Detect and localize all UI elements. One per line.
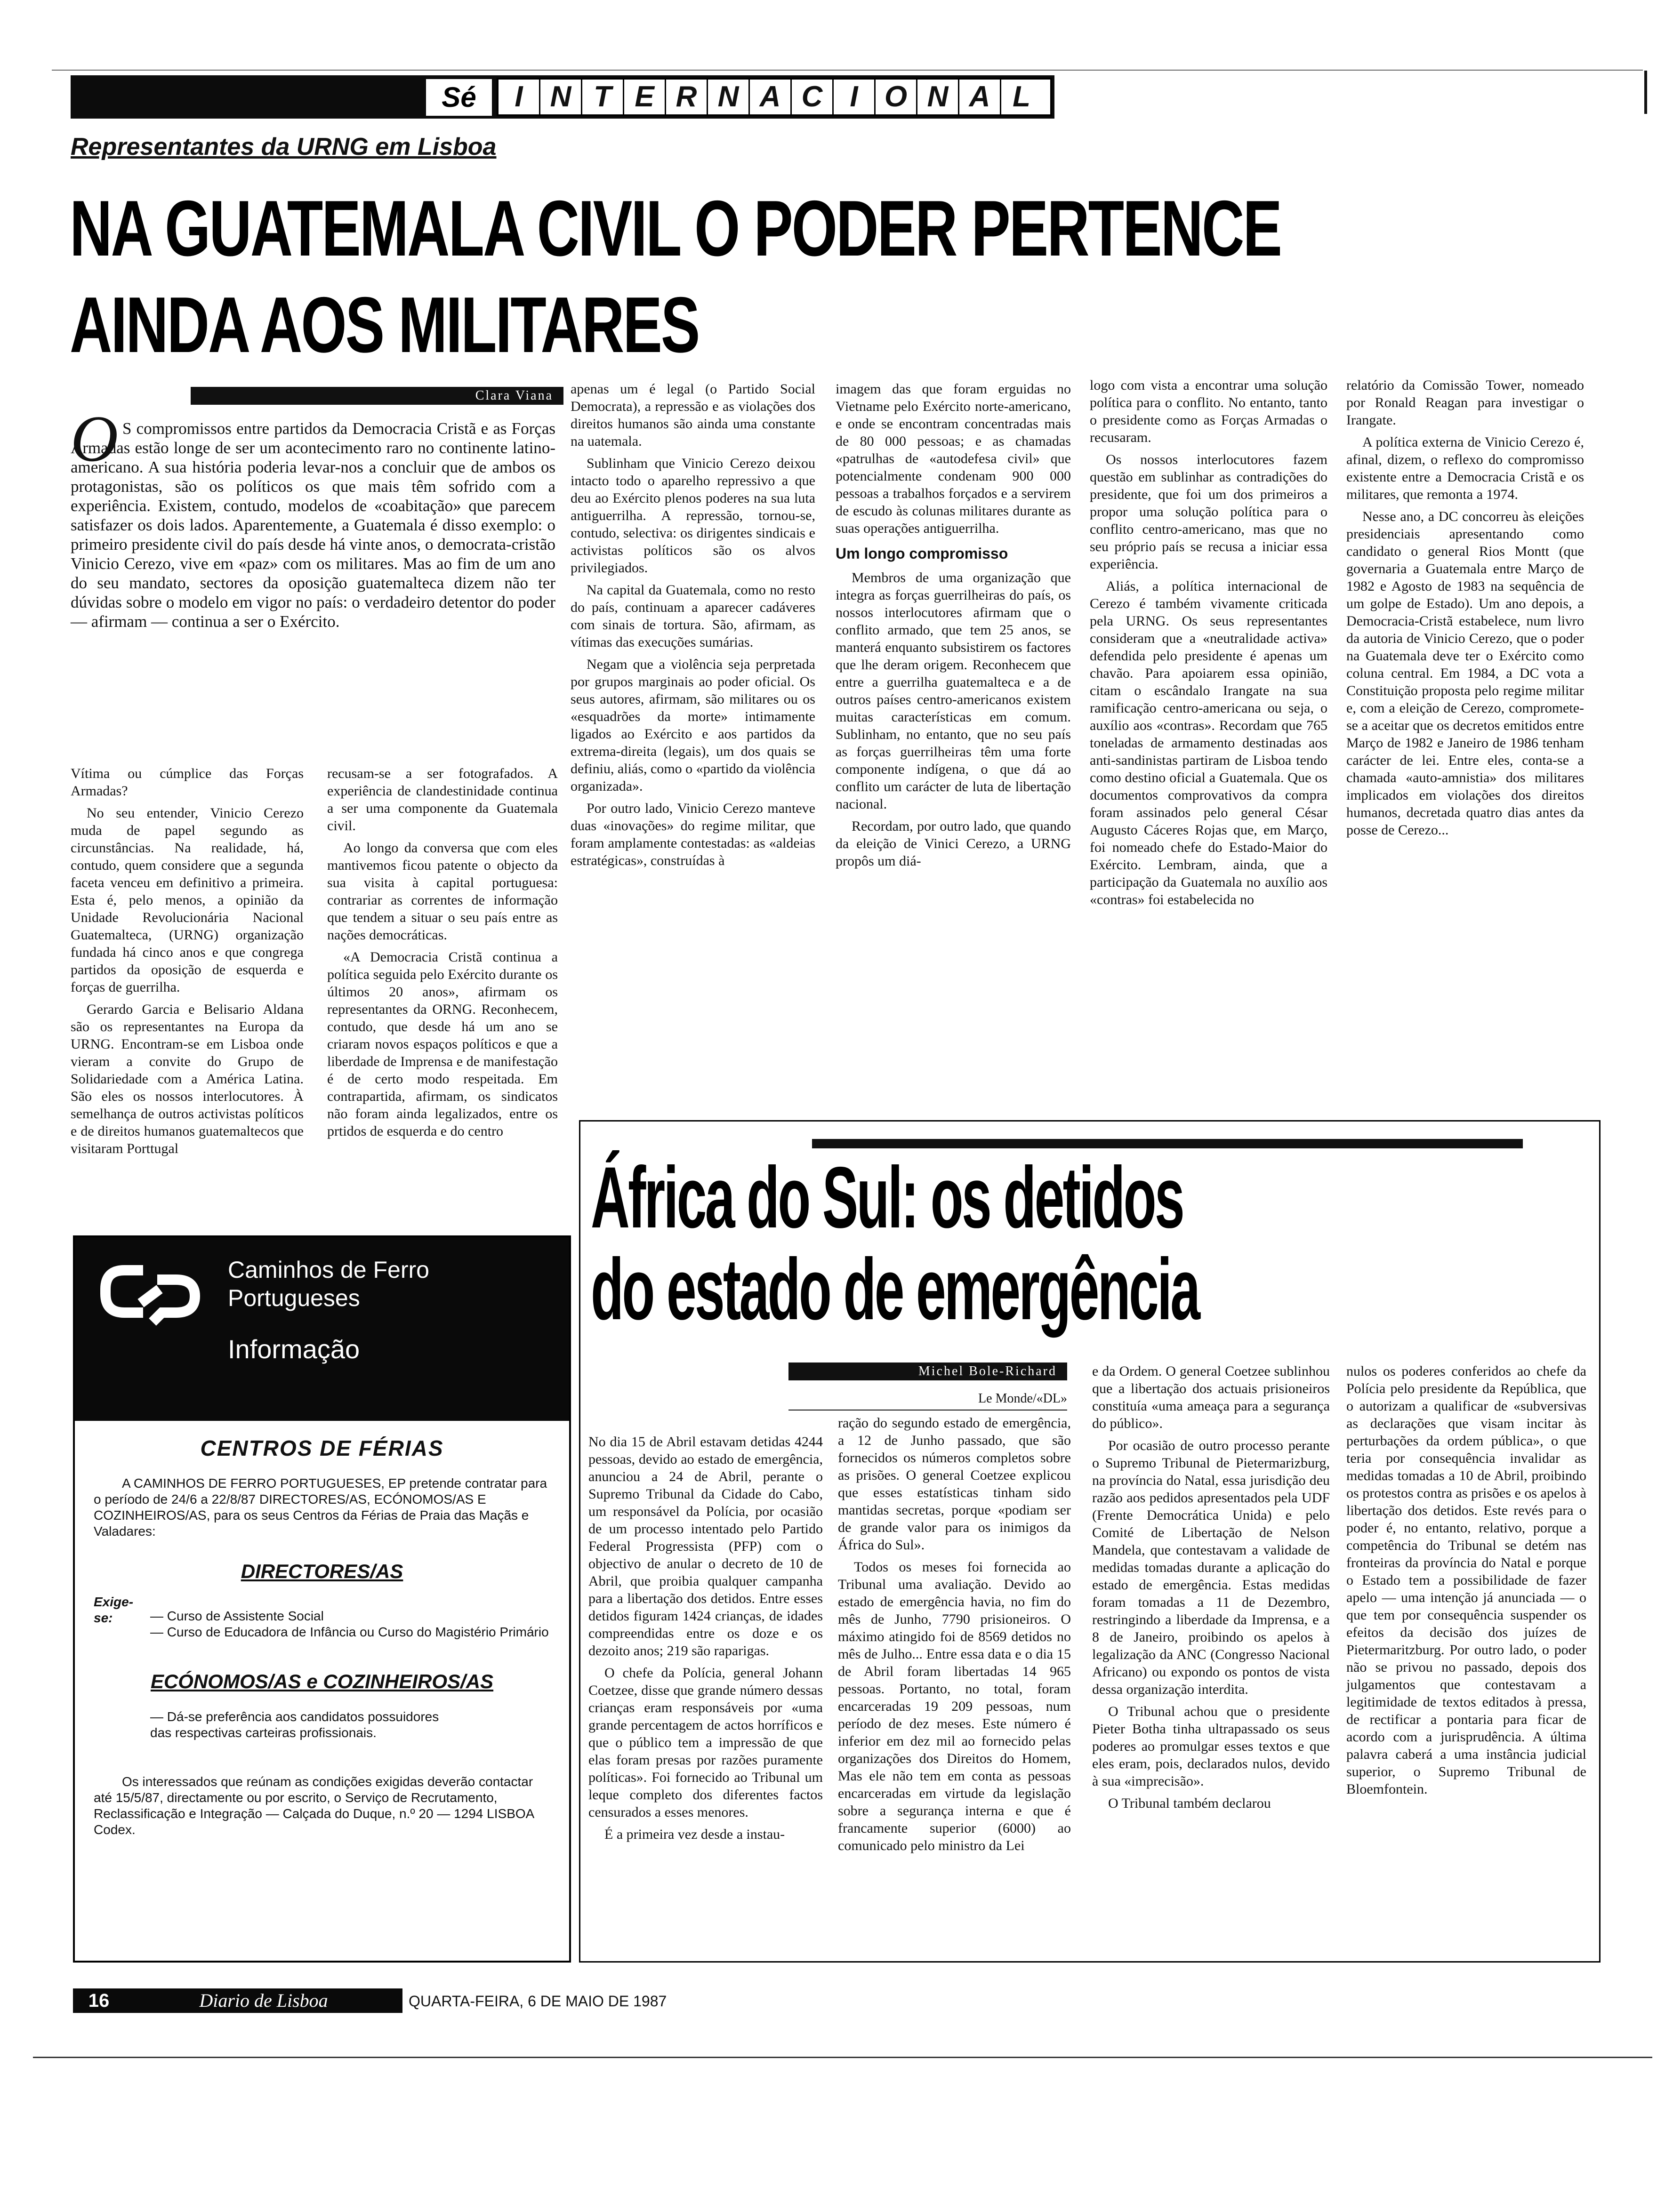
article2-headline-line1: África do Sul: os detidos	[591, 1149, 1183, 1246]
section-letter: O	[876, 80, 917, 114]
ad-header	[75, 1237, 569, 1421]
paragraph: logo com vista a encontrar uma solução política para o conflito. No entanto, tanto o presidente como as Forças Armadas o recusaram.	[1090, 377, 1327, 445]
paragraph: Na capital da Guatemala, como no resto do país, continuam a aparecer cadáveres com sinais de tortura. São, afirmam, as vítimas das execuções sumárias.	[571, 582, 815, 650]
ad-subheading-directores: DIRECTORES/AS	[241, 1560, 403, 1582]
bottom-rule	[33, 2057, 1652, 2058]
article2-column-2	[838, 1414, 1071, 1859]
paragraph: Por outro lado, Vinicio Cerezo manteve duas «inovações» do regime militar, que foram amplamente contestadas: as «aldeias estratégicas», construídas à	[571, 801, 815, 868]
ad-subheading-economos: ECÓNOMOS/AS e COZINHEIROS/AS	[150, 1670, 494, 1692]
ad-closing: Os interessados que reúnam as condições exigidas deverão contactar até 15/5/87, directamente ou por escrito, o Serviço de Recrutamento, Reclassificação e Integração — Calçada do Duque, n.º 20 — 1294 LISBOA Codex.	[94, 1774, 534, 1837]
paragraph: Gerardo Garcia e Belisario Aldana são os representantes na Europa da URNG. Encontram-se em Lisboa onde vieram a convite do Grupo de Solidariedade com a América Latina. São eles os nossos interlocutores. À semelhança de outros activistas políticos e de direitos humanos guatemaltecos que visitaram Porttugal	[71, 1002, 304, 1156]
ad-company-line2: Portugueses	[228, 1285, 360, 1311]
article2-byline: Michel Bole-Richard	[788, 1362, 1067, 1380]
article-headline-line1: NA GUATEMALA CIVIL O PODER PERTENCE	[70, 184, 1281, 272]
article1-column-6	[1346, 377, 1584, 843]
article1-column-3	[571, 380, 815, 874]
paragraph: Nesse ano, a DC concorreu às eleições presidenciais apresentando como candidato o general Rios Montt (que governaria a Guatemala entre Março de 1982 e Agosto de 1983 na sequência de um golpe de Estado). Um ano depois, a Democracia-Cristã estabelece, num livro da autoria de Vinicio Cerezo, que o poder na Guatemala deve ter o Exército como coluna central. Em 1984, a DC vota a Constituição proposta pelo regime militar e, com a eleição de Cerezo, compromete-se a aceitar que os decretos emitidos entre Março de 1982 e Janeiro de 1986 tenham carácter de lei. Entre eles, conta-se a chamada «auto-amnistia» dos militares implicados em violações dos direitos humanos, decretada quatro dias antes da posse de Cerezo...	[1346, 509, 1584, 838]
paragraph: Membros de uma organização que integra as forças guerrilheiras do país, os nossos interlocutores afirmam que o conflito armado, que tem 25 anos, se manterá enquanto subsistirem os factores que lhe deram origem. Reconhecem que entre a guerrilha guatemalteca e a de outros países centro-americanos existem muitas características em comum. Sublinham, no entanto, que no seu país as forças guerrilheiras têm uma forte componente indígena, o que dá ao conflito um carácter de luta de libertação nacional.	[836, 570, 1071, 812]
paragraph: Vítima ou cúmplice das Forças Armadas?	[71, 766, 304, 799]
ad-requires-label: Exige-se:	[94, 1595, 134, 1625]
ad-intro: A CAMINHOS DE FERRO PORTUGUESES, EP pretende contratar para o período de 24/6 a 22/8/87 DIRECTORES/AS, ECÓNOMOS/AS E COZINHEIROS/AS, para os seus Centros da Férias de Praia das Maçãs e Valadares:	[94, 1476, 547, 1539]
section-letter: E	[624, 80, 666, 114]
article2-top-bar	[812, 1139, 1523, 1148]
paragraph: relatório da Comissão Tower, nomeado por Ronald Reagan para investigar o Irangate.	[1346, 377, 1584, 428]
paragraph: O Tribunal achou que o presidente Pieter Botha tinha ultrapassado os seus poderes ao promulgar esses textos e que eles eram, pois, declarados nulos, devido à sua «imprecisão».	[1092, 1704, 1330, 1789]
section-letter: A	[750, 80, 792, 114]
paragraph: No seu entender, Vinicio Cerezo muda de papel segundo as circunstâncias. Na realidade, há, contudo, quem considere que a segunda faceta venceu em definitivo a primeira. Esta é, pelo menos, a opinião da Unidade Revolucionária Nacional Guatemalteca, (URNG) organização fundada há cinco anos e que congrega partidos da oposição de esquerda e forças de guerrilha.	[71, 805, 304, 995]
paragraph: «A Democracia Cristã continua a política seguida pelo Exército durante os últimos 20 anos», afirmam os representantes da ORNG. Reconhecem, contudo, que desde há um ano se criaram novos espaços políticos e que a liberdade de Imprensa e de manifestação é de certo modo respeitada. Em contrapartida, afirmam, os sindicatos não foram ainda legalizados, entre os prtidos de esquerda e do centro	[327, 949, 558, 1139]
article-byline: Clara Viana	[191, 387, 563, 405]
paragraph: Aliás, a política internacional de Cerezo é também vivamente criticada pela URNG. Os seus representantes consideram que a «neutralidade activa» defendida pelo presidente é apenas um chavão. Para apoiarem essa opinião, citam o escândalo Irangate na sua ramificação centro-americana ou seja, o auxílio aos «contras». Recordam que 765 toneladas de armamento destinadas aos anti-sandinistas partiram de Lisboa tendo como destino oficial a Guatemala. Que os documentos comprovativos da compra foram assinados pelo general César Augusto Cáceres Rojas que, em Março, foi nomeado chefe do Estado-Maior do Exército. Lembram, ainda, que a participação da Guatemala no auxílio aos «contras» foi estabelecida no	[1090, 578, 1327, 907]
article-kicker: Representantes da URNG em Lisboa	[71, 133, 497, 160]
lead-text: S compromissos entre partidos da Democracia Cristã e as Forças Armadas estão longe de ser um acontecimento raro no continente latino-americano. A sua história poderia levar-nos a concluir que de ambos os protagonistas, são os políticos os que mais têm sofrido com a experiência. Existem, contudo, modelos de «coabitação» que parecem satisfazer os dois lados. Aparentemente, a Guatemala é disso exemplo: o primeiro presidente civil do país desde há vinte anos, o democrata-cristão Vinicio Cerezo, vive em «paz» com os militares. Mas ao fim de um ano do seu mandato, sectores da oposição guatemalteca dizem não ter dúvidas sobre o modelo em vigor no país: o verdadeiro detentor do poder — afirmam — continua a ser o Exército.	[71, 419, 555, 631]
section-label-partial: Sé	[426, 79, 492, 116]
section-letter: R	[666, 80, 708, 114]
page-number: 16	[73, 1988, 125, 2013]
right-edge-mark	[1644, 71, 1647, 114]
section-letter: C	[792, 80, 834, 114]
paragraph: nulos os poderes conferidos ao chefe da Polícia pelo presidente da República, que o autorizam a qualificar de «subversivas as declarações que visam incitar às perturbações da ordem pública», o que teria por consequência invalidar as medidas tomadas a 10 de Abril, proibindo os protestos contra as prisões e os apelos à libertação dos detidos. Este revés para o poder é, no entanto, relativo, porque a competência do Tribunal se detém nas fronteiras da província do Natal e porque o Estado tem a possibilidade de fazer apelo — uma intenção já anunciada — o que tem por consequência suspender os efeitos da decisão dos juízes de Pietermaritzburg. Por outro lado, o poder não se privou no passado, depois dos julgamentos que contestavam a legitimidade de textos editados à pressa, de rectificar a pontaria para ficar de acordo com a jurisprudência. A última palavra caberá a uma instância judicial superior, o Supremo Tribunal de Bloemfontein.	[1346, 1363, 1586, 1797]
article-headline-line2: AINDA AOS MILITARES	[70, 281, 699, 369]
cp-logo-icon	[96, 1261, 204, 1331]
paragraph: O chefe da Polícia, general Johann Coetzee, disse que grande número dessas crianças eram responsáveis por «uma grande percentagem de actos horríficos e que o público tem a impressão de que elas foram presas por razões puramente políticas». Foi fornecido ao Tribunal um leque completo dos diferentes factos censurados a esses menores.	[588, 1665, 823, 1820]
masthead: Diario de Lisboa	[125, 1988, 402, 2013]
paragraph: ração do segundo estado de emergência, a 12 de Junho passado, que são fornecidos os números completos sobre as prisões. O general Coetzee explicou que esses estatísticas tinham sido mantidas secretas, porque «podiam ser de grande valor para os inimigos da África do Sul».	[838, 1415, 1071, 1553]
ad-body	[94, 1436, 550, 1838]
article-lead	[71, 419, 555, 631]
article1-column-1	[71, 765, 304, 1162]
section-letter: L	[1013, 80, 1030, 113]
article2-column-1	[588, 1433, 823, 1848]
lead-dropcap: O	[71, 402, 119, 475]
top-scan-line	[52, 70, 1643, 71]
paragraph: Os nossos interlocutores fazem questão em sublinhar as contradições do presidente, que foi um dos primeiros a propor uma solução política para o conflito centro-americano, mas que no seu próprio país se recusa a iniciar essa experiência.	[1090, 452, 1327, 572]
paragraph: Todos os meses foi fornecida ao Tribunal uma avaliação. Devido ao estado de emergência havia, no fim do mês de Junho, 7790 prisioneiros. O máximo atingido foi de 8569 detidos no mês de Julho... Entre essa data e o dia 15 de Abril foram libertadas 14 965 pessoas. Portanto, no total, foram encarceradas 19 209 pessoas, num período de dez meses. Este número é inferior em dez mil ao fornecido pelas organizações dos Direitos do Homem, Mas ele não tem em conta as pessoas encarceradas em virtude da legislação sobre a segurança interna e que é francamente superior (6000) ao comunicado pelo ministro da Lei	[838, 1559, 1071, 1853]
paragraph: O Tribunal também declarou	[1108, 1795, 1271, 1811]
subheading-um-longo-compromisso: Um longo compromisso	[836, 545, 1008, 562]
ad-header-label: Informação	[228, 1334, 360, 1364]
byline-underline	[788, 1410, 1067, 1411]
publication-date: QUARTA-FEIRA, 6 DE MAIO DE 1987	[409, 1993, 667, 2010]
section-letter: N	[708, 80, 750, 114]
paragraph: imagem das que foram erguidas no Vietname pelo Exército norte-americano, e onde se encontram concentradas mais de 80 000 pessoas; e as chamadas «patrulhas de «autodefesa civil» que potencialmente condenam 900 000 pessoas a trabalhos forçados e a servirem de escudo às colunas militares durante as suas operações antiguerrilha.	[836, 381, 1071, 536]
article1-column-5	[1090, 377, 1327, 913]
article1-column-4	[836, 380, 1071, 874]
section-letter: T	[582, 80, 624, 114]
cp-advertisement	[73, 1235, 571, 1963]
ad-requirement: — Curso de Assistente Social	[150, 1609, 324, 1623]
paragraph: e da Ordem. O general Coetzee sublinhou que a libertação dos actuais prisioneiros constituía «uma ameaça para a segurança do público».	[1092, 1363, 1330, 1431]
section-letter: I	[834, 80, 876, 114]
paragraph: Ao longo da conversa que com eles mantivemos ficou patente o objecto da sua visita à capital portuguesa: contrariar as correntes de informação que tendem a situar o seu país entre as nações democráticas.	[327, 840, 558, 943]
article1-column-2	[327, 765, 558, 1145]
section-letter: N	[917, 80, 959, 114]
paragraph: apenas um é legal (o Partido Social Democrata), a repressão e as violações dos direitos humanos são ainda uma constante na uatemala.	[571, 381, 815, 449]
article2-credit: Le Monde/«DL»	[978, 1391, 1067, 1406]
paragraph: Por ocasião de outro processo perante o Supremo Tribunal de Pietermarizburg, na província do Natal, essa jurisdição deu razão aos pedidos apresentados pela UDF (Frente Democrática Unida) e pelo Comité de Libertação de Nelson Mandela, que contestavam a validade de medidas tomadas durante a aplicação do estado de emergência. Estas medidas foram tomadas a 11 de Dezembro, restringindo a liberdade da Imprensa, e a 8 de Janeiro, proibindo os apelos à legalização da ANC (Congresso Nacional Africano) ou expondo os pontos de vista dessa organização interdita.	[1092, 1438, 1330, 1697]
paragraph: Recordam, por outro lado, que quando da eleição de Vinici Cerezo, a URNG propôs um diá-	[836, 818, 1071, 869]
section-letter: A	[959, 80, 1001, 114]
paragraph: A política externa de Vinicio Cerezo é, afinal, dizem, o reflexo do compromisso existente entre a Democracia Cristã e os militares, que remonta a 1974.	[1346, 434, 1584, 502]
paragraph: No dia 15 de Abril estavam detidas 4244 pessoas, devido ao estado de emergência, anunciou a 24 de Abril, perante o Supremo Tribunal da Cidade do Cabo, um responsável da Polícia, por ocasião de um processo intentado pelo Partido Federal Progressista (PFP) com o objectivo de anular o decreto de 10 de Abril, que proibia qualquer campanha para a libertação dos detidos. Entre esses detidos figuram 1424 crianças, de idades compreendidas entre os doze e os dezoito anos; 219 são raparigas.	[588, 1434, 823, 1659]
ad-preference: — Dá-se preferência aos candidatos possuidores das respectivas carteiras profissionais.	[150, 1709, 439, 1740]
section-letter: I	[499, 80, 540, 114]
paragraph: Sublinham que Vinicio Cerezo deixou intacto todo o aparelho repressivo a que deu ao Exército plenos poderes na sua luta antiguerrilha. A repressão, tornou-se, contudo, selectiva: os dirigentes sindicais e activistas políticos são os alvos privilegiados.	[571, 456, 815, 576]
ad-company-line1: Caminhos de Ferro	[228, 1257, 429, 1283]
paragraph: Negam que a violência seja perpretada por grupos marginais ao poder oficial. Os seus autores, afirmam, são militares ou os «esquadrões da morte» intimamente ligados ao Exército e aos partidos da extrema-direita (legais), um dos quais se definiu, aliás, como o «partido da violência organizada».	[571, 657, 815, 794]
article2-column-3	[1092, 1362, 1330, 1817]
ad-requirement: — Curso de Educadora de Infância ou Curso do Magistério Primário	[150, 1625, 549, 1639]
section-title-internacional	[497, 78, 1052, 116]
article2-headline-line2: do estado de emergência	[591, 1241, 1199, 1338]
ad-title: CENTROS DE FÉRIAS	[200, 1436, 444, 1460]
section-letter: N	[540, 80, 582, 114]
paragraph: recusam-se a ser fotografados. A experiência de clandestinidade continua a ser uma componente da Guatemala civil.	[327, 766, 558, 834]
paragraph: É a primeira vez desde a instau-	[604, 1827, 785, 1842]
article2-column-4	[1346, 1362, 1586, 1803]
